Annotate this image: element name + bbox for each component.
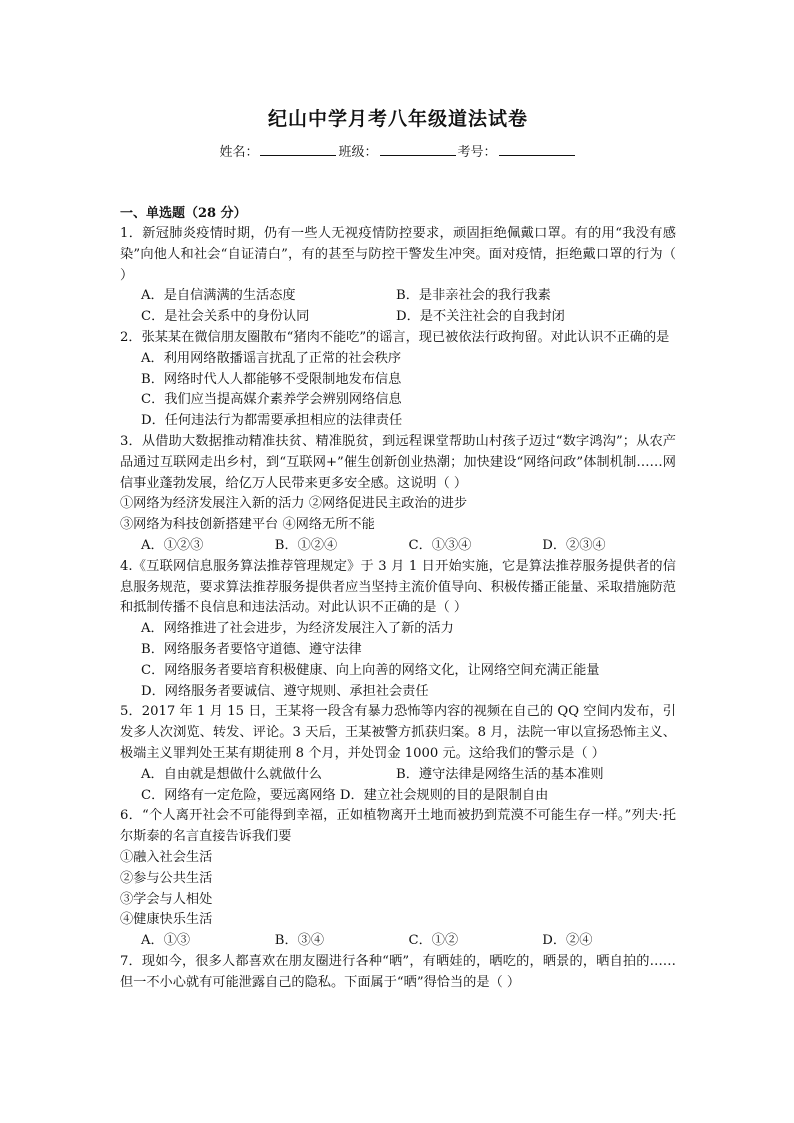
name-blank[interactable]: [260, 143, 336, 156]
question-6-option-d[interactable]: D．②④: [542, 933, 593, 949]
question-1-option-d[interactable]: D．是不关注社会的自我封闭: [396, 309, 565, 325]
section-heading: 一、单选题（28 分）: [120, 206, 247, 221]
question-4-stem: 4.《互联网信息服务算法推荐管理规定》于 3 月 1 日开始实施，它是算法推荐服务提供者的信息服务规范，要求算法推荐服务提供者应当坚持主流价值导向、积极传播正能量、采取措施防范和抵制传播不良信息和违法活动。对此认识不正确的是（ ）: [120, 558, 676, 616]
question-3-stem: 3．从借助大数据推动精准扶贫、精准脱贫，到远程课堂帮助山村孩子迈过“数字鸿沟”；从农产品通过互联网走出乡村，到“互联网+”催生创新创业热潮；加快建设“网络问政”体制机制……网信事业蓬勃发展，给亿万人民带来更多安全感。这说明（ ）: [120, 433, 676, 491]
question-3-option-d[interactable]: D．②③④: [542, 537, 606, 553]
question-5-option-a[interactable]: A．自由就是想做什么就做什么: [141, 766, 322, 782]
exam-paper: [120, 104, 676, 993]
question-1-stem: 1．新冠肺炎疫情时期，仍有一些人无视疫情防控要求，顽固拒绝佩戴口罩。有的用“我没有感染”向他人和社会“自证清白”，有的甚至与防控干警发生冲突。面对疫情，拒绝戴口罩的行为（ ）: [120, 226, 676, 283]
paper-title: 纪山中学月考八年级道法试卷: [267, 108, 528, 130]
question-6-statement-4: ④健康快乐生活: [120, 912, 213, 928]
question-1-option-b[interactable]: B．是非亲社会的我行我素: [396, 288, 551, 304]
question-5-options-cd[interactable]: C．网络有一定危险，要远离网络 D．建立社会规则的目的是限制自由: [141, 787, 549, 803]
question-2-option-a[interactable]: A．利用网络散播谣言扰乱了正常的社会秩序: [141, 350, 402, 366]
question-3-option-a[interactable]: A．①②③: [141, 537, 204, 553]
question-6-option-a[interactable]: A．①③: [141, 933, 191, 949]
question-3-options: [120, 536, 676, 557]
question-2-option-c[interactable]: C．我们应当提高媒介素养学会辨别网络信息: [141, 392, 402, 408]
exam-no-label: 考号：: [457, 145, 497, 160]
class-blank[interactable]: [380, 143, 456, 156]
question-6-options: [120, 931, 676, 952]
question-6-statement-2: ②参与公共生活: [120, 870, 213, 886]
question-7-stem: 7．现如今，很多人都喜欢在朋友圈进行各种“晒”，有晒娃的，晒吃的，晒景的，晒自拍的……但一不小心就有可能泄露自己的隐私。下面属于“晒”得恰当的是（ ）: [120, 953, 676, 990]
question-1-options-row1: [120, 286, 676, 307]
question-1-option-c[interactable]: C．是社会关系中的身份认同: [141, 309, 310, 325]
question-6-option-b[interactable]: B．③④: [274, 933, 325, 949]
name-label: 姓名：: [219, 145, 259, 160]
question-3-statement-1: ①网络为经济发展注入新的活力 ②网络促进民主政治的进步: [120, 496, 468, 512]
question-2-option-d[interactable]: D．任何违法行为都需要承担相应的法律责任: [141, 413, 403, 429]
question-6-statement-3: ③学会与人相处: [120, 891, 213, 907]
question-6-option-c[interactable]: C．①②: [408, 933, 459, 949]
question-4-option-b[interactable]: B．网络服务者要恪守道德、遵守法律: [141, 641, 362, 657]
question-1-options-row2: [120, 307, 676, 328]
question-5-option-b[interactable]: B．遵守法律是网络生活的基本准则: [396, 766, 604, 782]
question-5-options-row1: [120, 765, 676, 786]
question-2-stem: 2．张某某在微信朋友圈散布“猪肉不能吃”的谣言，现已被依法行政拘留。对此认识不正确的是: [120, 329, 670, 345]
question-4-option-d[interactable]: D．网络服务者要诚信、遵守规则、承担社会责任: [141, 683, 429, 699]
class-label: 班级：: [338, 145, 378, 160]
question-3-option-c[interactable]: C．①③④: [408, 537, 472, 553]
student-info-line: [120, 141, 676, 160]
question-2-option-b[interactable]: B．网络时代人人都能够不受限制地发布信息: [141, 371, 402, 387]
question-6-statement-1: ①融入社会生活: [120, 849, 213, 865]
question-3-option-b[interactable]: B．①②④: [274, 537, 338, 553]
question-1-option-a[interactable]: A．是自信满满的生活态度: [141, 288, 296, 304]
question-3-statement-2: ③网络为科技创新搭建平台 ④网络无所不能: [120, 517, 375, 533]
exam-no-blank[interactable]: [499, 143, 575, 156]
question-4-option-c[interactable]: C．网络服务者要培育积极健康、向上向善的网络文化，让网络空间充满正能量: [141, 662, 600, 678]
question-4-option-a[interactable]: A．网络推进了社会进步，为经济发展注入了新的活力: [141, 621, 454, 637]
question-6-stem: 6．“个人离开社会不可能得到幸福，正如植物离开土地而被扔到荒漠不可能生存一样。”列夫·托尔斯泰的名言直接告诉我们要: [120, 808, 676, 845]
question-5-stem: 5．2017 年 1 月 15 日，王某将一段含有暴力恐怖等内容的视频在自己的 QQ 空间内发布，引发多人次浏览、转发、评论。3 天后，王某被警方抓获归案。8 月，法院一审以宣扬恐怖主义、极端主义罪判处王某有期徒刑 8 个月，并处罚金 1000 元。这给我们的警示是（ ）: [120, 704, 676, 761]
